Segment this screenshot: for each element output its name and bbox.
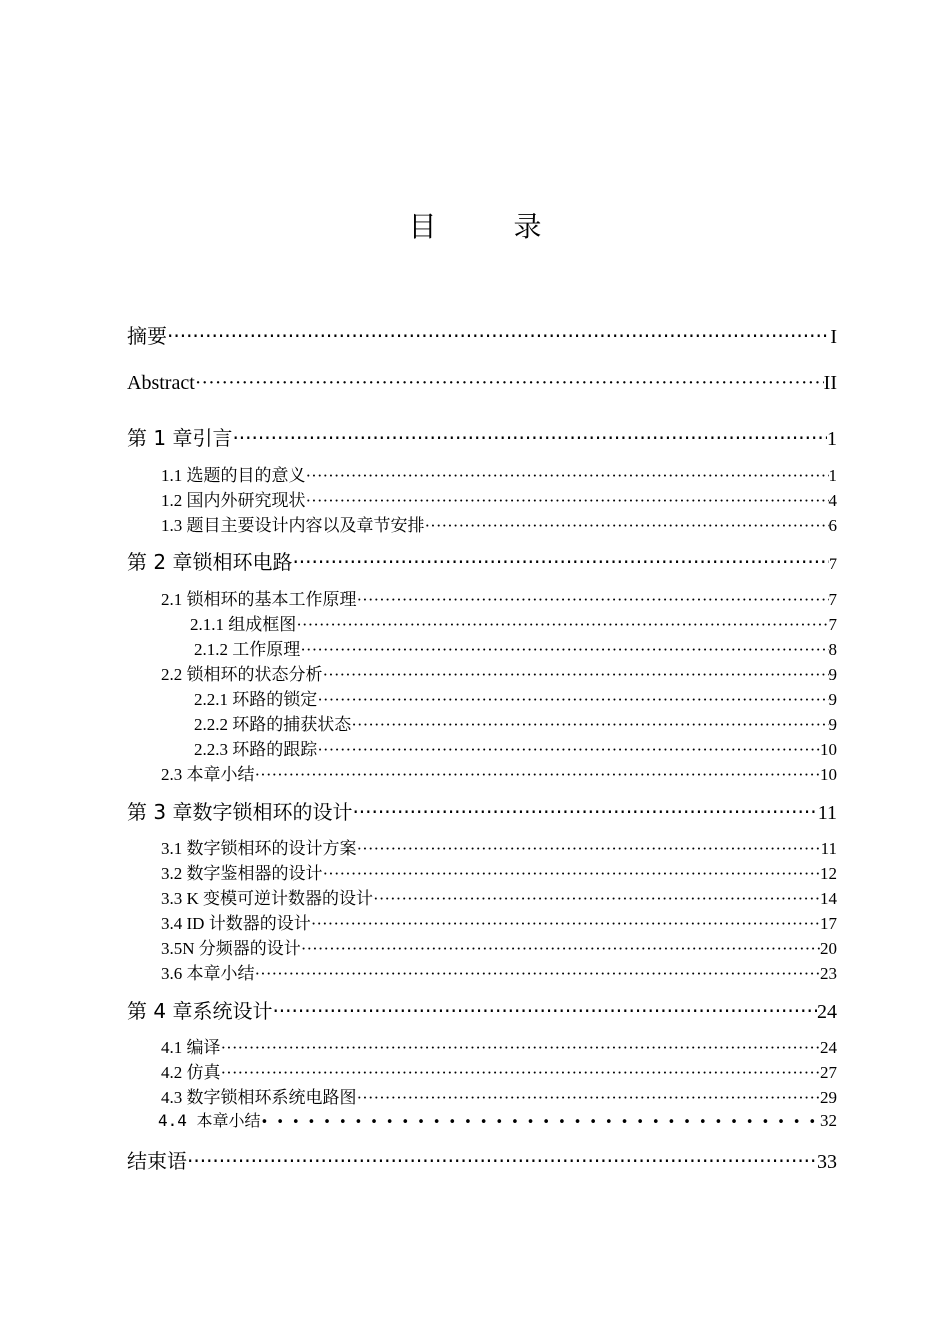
toc-entry-page: I xyxy=(830,326,837,348)
toc-entry-page: 9 xyxy=(828,665,837,684)
toc-entry-abstract-cn[interactable] xyxy=(127,320,837,349)
toc-entry-page: 1 xyxy=(828,466,837,485)
dot-leader xyxy=(187,1149,817,1173)
dot-leader xyxy=(300,640,828,660)
dot-leader xyxy=(255,964,821,984)
toc-entry-page: 4 xyxy=(828,491,837,510)
toc-entry-page: 33 xyxy=(817,1151,837,1173)
toc-entry-label: Abstract xyxy=(127,372,195,394)
dot-leader xyxy=(167,324,830,348)
toc-entry-label: 摘要 xyxy=(127,324,167,348)
toc-entry-label: 4.3 数字锁相环系统电路图 xyxy=(161,1088,357,1107)
toc-entry-3-5[interactable] xyxy=(161,934,837,959)
toc-entry-label: 3.4 ID 计数器的设计 xyxy=(161,914,311,933)
toc-entry-2-2-1[interactable] xyxy=(194,685,837,710)
toc-entry-2-2-3[interactable] xyxy=(194,735,837,760)
toc-entry-page: 10 xyxy=(820,740,837,759)
dot-leader xyxy=(272,999,817,1023)
toc-entry-page: 12 xyxy=(820,864,837,883)
dot-leader xyxy=(221,1063,821,1083)
dot-leader xyxy=(306,491,829,511)
toc-entry-label: 2.2 锁相环的状态分析 xyxy=(161,665,323,684)
dot-leader xyxy=(357,1088,821,1108)
dot-leader xyxy=(317,690,828,710)
toc-entry-page: 17 xyxy=(820,914,837,933)
toc-entry-page: II xyxy=(823,372,837,394)
toc-entry-3-1[interactable] xyxy=(161,834,837,859)
toc-entry-conclusion[interactable] xyxy=(127,1145,837,1174)
dot-leader xyxy=(195,372,824,395)
toc-entry-chapter-4[interactable] xyxy=(127,995,837,1024)
toc-entry-page: 23 xyxy=(820,964,837,983)
toc-entry-page: 20 xyxy=(820,939,837,958)
toc-entry-label: 3.5N 分频器的设计 xyxy=(161,939,301,958)
dot-leader xyxy=(357,590,829,610)
toc-entry-2-2-2[interactable] xyxy=(194,710,837,735)
toc-entry-label: 3.6 本章小结 xyxy=(161,964,255,983)
toc-title-char-1: 目 xyxy=(408,210,437,243)
dot-leader xyxy=(425,516,829,536)
toc-entry-label: 1.2 国内外研究现状 xyxy=(161,491,306,510)
toc-entry-3-2[interactable] xyxy=(161,859,837,884)
dot-leader xyxy=(323,864,821,884)
toc-entry-page: 29 xyxy=(820,1088,837,1107)
dot-leader xyxy=(352,800,817,824)
dot-leader xyxy=(221,1038,821,1058)
toc-entry-page: 9 xyxy=(828,690,837,709)
toc-entry-page: 1 xyxy=(827,428,837,450)
toc-entry-label: 2.2.2 环路的捕获状态 xyxy=(194,715,352,734)
dot-leader xyxy=(232,426,827,450)
toc-entry-3-3[interactable] xyxy=(161,884,837,909)
toc-entry-page: 10 xyxy=(820,765,837,784)
toc-entry-2-3[interactable] xyxy=(161,760,837,785)
toc-entry-label: 3.3 K 变模可逆计数器的设计 xyxy=(161,889,374,908)
dot-leader xyxy=(317,740,820,760)
dot-leader xyxy=(323,665,829,685)
toc-entry-page: 11 xyxy=(820,839,837,858)
toc-entry-label: 第 2 章锁相环电路 xyxy=(127,550,293,574)
toc-entry-label: 第 3 章数字锁相环的设计 xyxy=(127,800,353,824)
toc-entry-label: 2.2.1 环路的锁定 xyxy=(194,690,318,709)
toc-entry-chapter-1[interactable] xyxy=(127,422,837,451)
toc-entry-4-2[interactable] xyxy=(161,1058,837,1083)
dot-leader xyxy=(373,889,820,909)
toc-title-char-2: 录 xyxy=(513,210,542,243)
toc-entry-page: 9 xyxy=(828,715,837,734)
toc-entry-page: 24 xyxy=(820,1038,837,1057)
toc-entry-1-1[interactable] xyxy=(161,461,837,486)
toc-entry-label: 2.1 锁相环的基本工作原理 xyxy=(161,590,357,609)
toc-entry-2-1-1[interactable] xyxy=(190,610,837,635)
toc-entry-page: 14 xyxy=(820,889,837,908)
toc-title xyxy=(0,205,950,245)
toc-entry-page: 32 xyxy=(820,1111,837,1130)
toc-entry-3-6[interactable] xyxy=(161,959,837,984)
toc-entry-label: 2.3 本章小结 xyxy=(161,765,255,784)
dot-leader xyxy=(311,914,820,934)
toc-entry-page: 7 xyxy=(828,590,837,609)
toc-entry-page: 8 xyxy=(828,640,837,659)
dot-leader xyxy=(255,765,821,785)
toc-entry-page: 7 xyxy=(828,615,837,634)
dot-leader xyxy=(351,715,828,735)
toc-entry-label: 3.1 数字锁相环的设计方案 xyxy=(161,839,357,858)
toc-entry-page: 24 xyxy=(817,1001,837,1023)
toc-entry-label: 1.1 选题的目的意义 xyxy=(161,466,306,485)
toc-entry-label: 2.1.2 工作原理 xyxy=(194,640,301,659)
toc-entry-page: 7 xyxy=(829,556,837,573)
toc-entry-label: 4.2 仿真 xyxy=(161,1063,221,1082)
dot-leader xyxy=(301,939,820,959)
dot-leader xyxy=(357,839,821,859)
toc-entry-2-1[interactable] xyxy=(161,585,837,610)
toc-entry-abstract-en[interactable] xyxy=(127,372,837,395)
toc-entry-label: 4.1 编译 xyxy=(161,1038,221,1057)
toc-entry-chapter-2[interactable] xyxy=(127,546,837,575)
toc-entry-4-1[interactable] xyxy=(161,1033,837,1058)
dot-leader xyxy=(292,550,829,574)
toc-entry-label: 2.2.3 环路的跟踪 xyxy=(194,740,318,759)
toc-entry-4-3[interactable] xyxy=(161,1083,837,1108)
toc-entry-3-4[interactable] xyxy=(161,909,837,934)
toc-entry-2-2[interactable] xyxy=(161,660,837,685)
toc-entry-label: 1.3 题目主要设计内容以及章节安排 xyxy=(161,516,425,535)
toc-entry-label: 第 1 章引言 xyxy=(127,426,233,450)
toc-entry-chapter-3[interactable] xyxy=(127,796,837,825)
dot-leader xyxy=(296,615,828,635)
toc-entry-4-4[interactable] xyxy=(158,1108,837,1131)
toc-entry-1-3[interactable] xyxy=(161,511,837,536)
toc-entry-label: 结束语 xyxy=(127,1149,187,1173)
toc-entry-label: 2.1.1 组成框图 xyxy=(190,615,297,634)
toc-entry-1-2[interactable] xyxy=(161,486,837,511)
toc-entry-2-1-2[interactable] xyxy=(194,635,837,660)
toc-entry-page: 6 xyxy=(828,516,837,535)
dot-leader xyxy=(306,466,829,486)
toc-entry-page: 11 xyxy=(817,802,837,824)
toc-entry-page: 27 xyxy=(820,1063,837,1082)
toc-entry-label: 3.2 数字鉴相器的设计 xyxy=(161,864,323,883)
dot-leader xyxy=(261,1111,820,1130)
toc-entry-label: 第 4 章系统设计 xyxy=(127,999,273,1023)
toc-entry-label: 4.4 本章小结 xyxy=(158,1111,261,1130)
